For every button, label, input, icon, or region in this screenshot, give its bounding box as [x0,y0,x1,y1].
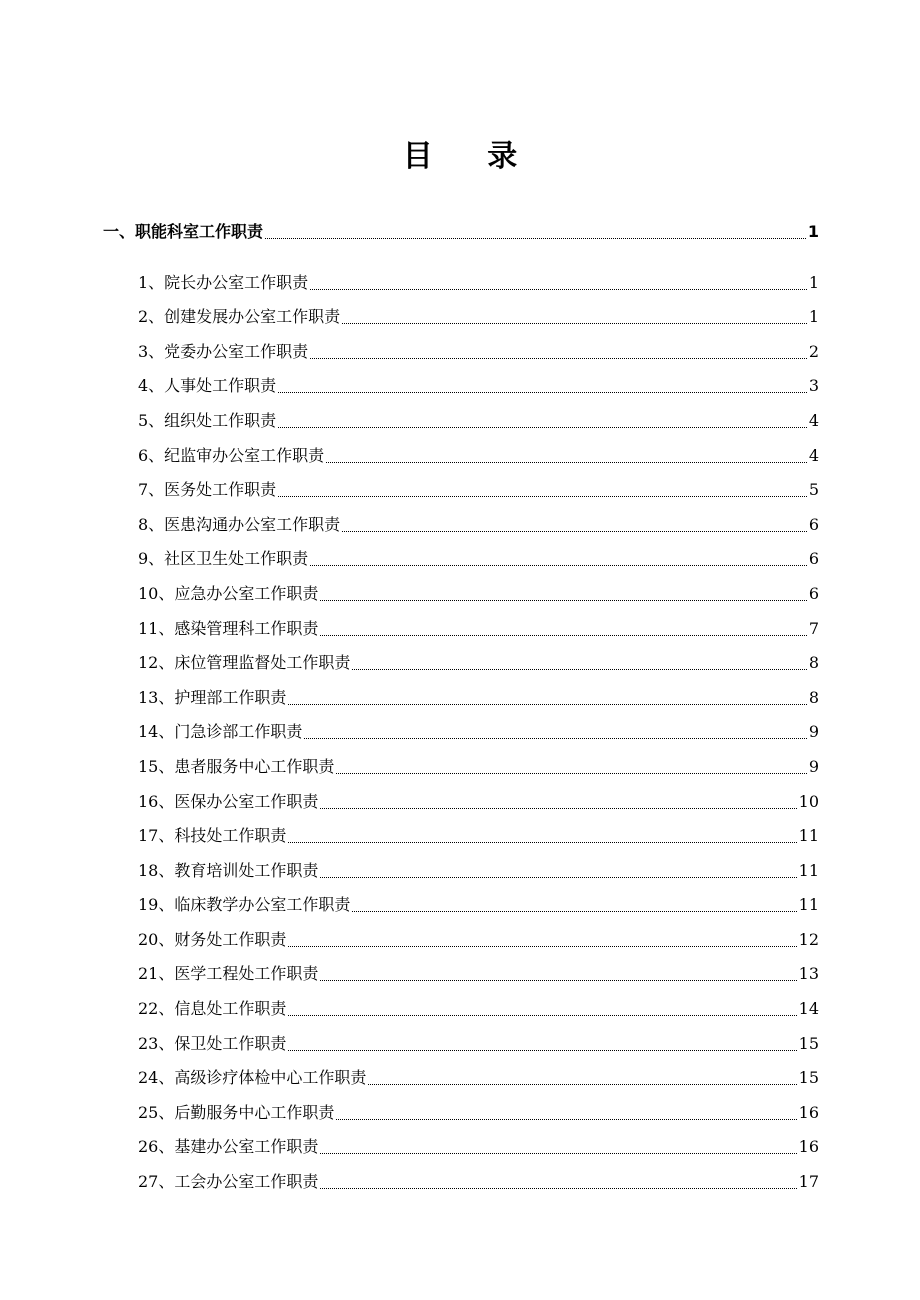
toc-entry-label: 7、医务处工作职责 [138,480,277,500]
toc-entry-label: 9、社区卫生处工作职责 [138,549,309,569]
toc-entry[interactable] [138,262,819,297]
toc-title: 目 录 [402,139,540,174]
toc-dot-leader [320,1153,796,1154]
toc-entry-page-number: 6 [808,549,819,569]
toc-entry-label: 17、科技处工作职责 [138,826,287,846]
toc-entry-label: 11、感染管理科工作职责 [138,618,319,638]
toc-entry-label: 22、信息处工作职责 [138,999,287,1019]
toc-entry-page-number: 15 [798,1033,819,1053]
toc-entry-page-number: 6 [808,583,819,603]
toc-entry[interactable] [138,1092,819,1127]
toc-dot-leader [278,392,807,393]
toc-dot-leader [320,635,806,636]
toc-entry-page-number: 6 [808,514,819,534]
toc-dot-leader [352,669,806,670]
toc-entry-label: 26、基建办公室工作职责 [138,1137,319,1157]
toc-entry-page-number: 15 [798,1068,819,1088]
toc-entry-page-number: 16 [798,1137,819,1157]
toc-entry[interactable] [138,746,819,781]
toc-dot-leader [336,773,806,774]
toc-dot-leader [342,531,807,532]
toc-entry[interactable] [138,988,819,1023]
toc-entry[interactable] [138,1127,819,1162]
toc-entry-label: 15、患者服务中心工作职责 [138,756,335,776]
toc-dot-leader [288,842,796,843]
toc-dot-leader [288,1015,796,1016]
toc-entry-label: 13、护理部工作职责 [138,687,287,707]
toc-entry-label: 25、后勤服务中心工作职责 [138,1102,335,1122]
toc-entry[interactable] [138,712,819,747]
toc-dot-leader [320,877,796,878]
toc-dot-leader [310,565,807,566]
toc-entry-page-number: 11 [798,895,819,915]
toc-entry[interactable] [138,816,819,851]
toc-section-page-number: 1 [807,222,819,241]
toc-entry-label: 12、床位管理监督处工作职责 [138,653,351,673]
toc-entry-page-number: 8 [808,687,819,707]
toc-entry[interactable] [138,297,819,332]
toc-section-label: 一、职能科室工作职责 [103,222,264,241]
toc-entry[interactable] [138,1023,819,1058]
toc-entry[interactable] [138,331,819,366]
toc-entry-page-number: 14 [798,999,819,1019]
toc-entry-label: 27、工会办公室工作职责 [138,1172,319,1192]
toc-entry[interactable] [138,504,819,539]
toc-dot-leader [310,358,807,359]
toc-entry-label: 20、财务处工作职责 [138,929,287,949]
toc-dot-leader [288,946,796,947]
toc-entry-label: 2、创建发展办公室工作职责 [138,307,341,327]
toc-entry[interactable] [138,885,819,920]
toc-entry[interactable] [138,781,819,816]
toc-entry-page-number: 1 [808,272,819,292]
toc-entry-label: 19、临床教学办公室工作职责 [138,895,351,915]
toc-dot-leader [265,238,806,239]
toc-entry[interactable] [138,919,819,954]
toc-entry-page-number: 11 [798,860,819,880]
toc-entry-page-number: 3 [808,376,819,396]
toc-entry[interactable] [138,677,819,712]
toc-entry-page-number: 10 [798,791,819,811]
toc-entry-label: 14、门急诊部工作职责 [138,722,303,742]
toc-entry[interactable] [138,954,819,989]
toc-entry-page-number: 9 [808,756,819,776]
toc-entry-label: 24、高级诊疗体检中心工作职责 [138,1068,367,1088]
toc-entry-label: 23、保卫处工作职责 [138,1033,287,1053]
toc-entry[interactable] [138,539,819,574]
toc-entry-page-number: 7 [808,618,819,638]
toc-entry-label: 6、纪监审办公室工作职责 [138,445,325,465]
toc-entry-label: 8、医患沟通办公室工作职责 [138,514,341,534]
toc-entry-page-number: 4 [808,445,819,465]
toc-dot-leader [320,980,796,981]
toc-entry-label: 21、医学工程处工作职责 [138,964,319,984]
toc-entry[interactable] [138,1058,819,1093]
toc-entry[interactable] [138,470,819,505]
toc-entry[interactable] [138,400,819,435]
toc-dot-leader [320,808,796,809]
toc-entry-page-number: 17 [798,1172,819,1192]
toc-dot-leader [342,323,807,324]
toc-entry-page-number: 1 [808,307,819,327]
toc-entry[interactable] [138,850,819,885]
toc-entry[interactable] [138,366,819,401]
toc-entry-page-number: 5 [808,480,819,500]
toc-entry-list [138,262,819,1196]
toc-entry-page-number: 16 [798,1102,819,1122]
toc-dot-leader [336,1119,796,1120]
toc-entry-label: 5、组织处工作职责 [138,410,277,430]
toc-dot-leader [320,600,806,601]
toc-dot-leader [326,462,807,463]
toc-entry-label: 10、应急办公室工作职责 [138,583,319,603]
toc-entry[interactable] [138,435,819,470]
toc-dot-leader [288,1050,796,1051]
toc-dot-leader [304,738,806,739]
toc-entry-page-number: 8 [808,653,819,673]
toc-entry-page-number: 9 [808,722,819,742]
toc-entry-page-number: 2 [808,341,819,361]
toc-entry-page-number: 12 [798,929,819,949]
toc-entry[interactable] [138,573,819,608]
toc-entry[interactable] [138,608,819,643]
toc-dot-leader [368,1084,796,1085]
toc-dot-leader [278,496,807,497]
toc-entry-label: 18、教育培训处工作职责 [138,860,319,880]
toc-entry-page-number: 11 [798,826,819,846]
toc-dot-leader [320,1188,796,1189]
toc-dot-leader [310,289,807,290]
toc-section-heading[interactable] [103,218,819,246]
toc-section-row[interactable] [103,218,819,246]
toc-dot-leader [278,427,807,428]
toc-entry-page-number: 4 [808,410,819,430]
toc-dot-leader [288,704,806,705]
toc-entry-label: 1、院长办公室工作职责 [138,272,309,292]
toc-entry-page-number: 13 [798,964,819,984]
toc-entry-label: 3、党委办公室工作职责 [138,341,309,361]
toc-dot-leader [352,911,796,912]
toc-entry-label: 16、医保办公室工作职责 [138,791,319,811]
toc-entry-label: 4、人事处工作职责 [138,376,277,396]
toc-entry[interactable] [138,643,819,678]
toc-entry[interactable] [138,1161,819,1196]
